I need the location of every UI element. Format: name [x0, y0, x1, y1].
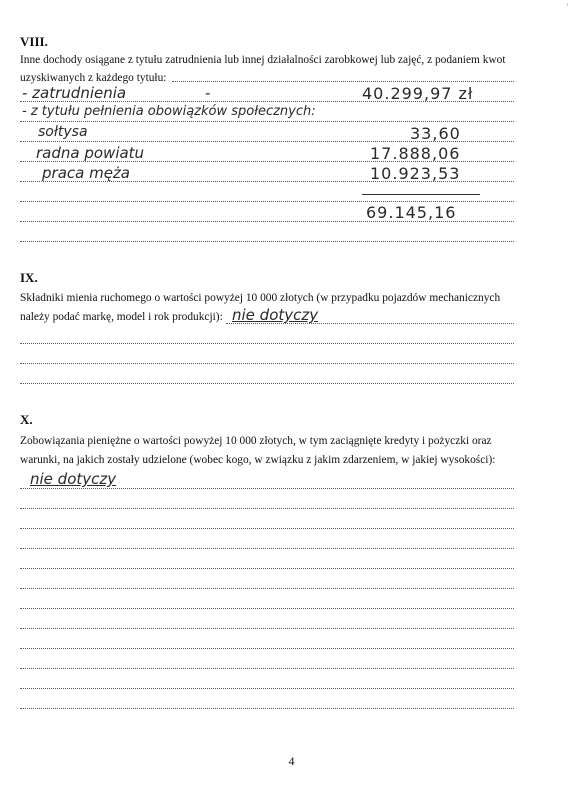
entry-label: praca męża: [42, 164, 130, 182]
dotted-line: [20, 383, 514, 384]
dotted-line: [20, 528, 514, 529]
dotted-line: [20, 648, 514, 649]
section-9-text-line-1: Składniki mienia ruchomego o wartości powyżej 10 000 złotych (w przypadku pojazdów mechanicznych: [20, 292, 501, 304]
entry-amount: 40.299,97 zł: [362, 84, 474, 103]
dotted-line: [20, 588, 514, 589]
entry-amount: 17.888,06: [370, 144, 461, 163]
section-10-text-line-1: Zobowiązania pieniężne o wartości powyżej 10 000 złotych, w tym zaciągnięte kredyty i pożyczki oraz: [20, 435, 492, 447]
entry-label: - z tytułu pełnienia obowiązków społecznych:: [22, 104, 316, 119]
dotted-line: [20, 708, 514, 709]
dotted-line: [20, 241, 514, 242]
dotted-line: [20, 488, 514, 489]
dotted-line: [20, 628, 514, 629]
total-amount: 69.145,16: [366, 203, 457, 222]
dotted-line: [20, 668, 514, 669]
dotted-line: [20, 343, 514, 344]
section-8-text-line-1: Inne dochody osiągane z tytułu zatrudnienia lub innej działalności zarobkowej lub zajęć, z podaniem kwot: [20, 54, 506, 66]
section-10-handwritten: nie dotyczy: [30, 470, 117, 488]
dotted-line: [20, 121, 514, 122]
dotted-line: [20, 688, 514, 689]
entry-amount: 33,60: [410, 124, 461, 143]
dotted-line: [20, 568, 514, 569]
section-10-text-line-2: warunki, na jakich zostały udzielone (wobec kogo, w związku z jakim zdarzeniem, w jakiej wysokości):: [20, 454, 496, 466]
dotted-line: [20, 548, 514, 549]
dotted-line: [20, 363, 514, 364]
section-9-title: IX.: [20, 270, 38, 285]
dotted-line: [20, 201, 514, 202]
dotted-line: [172, 81, 514, 82]
page-number: 4: [288, 754, 295, 768]
section-8-text-line-2: uzyskiwanych z każdego tytułu:: [20, 72, 167, 84]
entry-label: radna powiatu: [36, 144, 145, 162]
dotted-line: [20, 608, 514, 609]
entry-amount: 10.923,53: [370, 164, 461, 183]
corner-mark: ’: [566, 2, 569, 12]
section-9-handwritten: nie dotyczy: [232, 306, 319, 324]
entry-dash: -: [205, 84, 211, 102]
entry-label: - zatrudnienia: [22, 84, 127, 102]
dotted-line: [20, 508, 514, 509]
total-rule: [362, 194, 480, 195]
entry-label: sołtysa: [38, 124, 88, 140]
section-10-title: X.: [20, 412, 33, 427]
section-8-title: VIII.: [20, 34, 48, 49]
section-9-text-line-2: należy podać markę, model i rok produkcji):: [20, 311, 223, 323]
